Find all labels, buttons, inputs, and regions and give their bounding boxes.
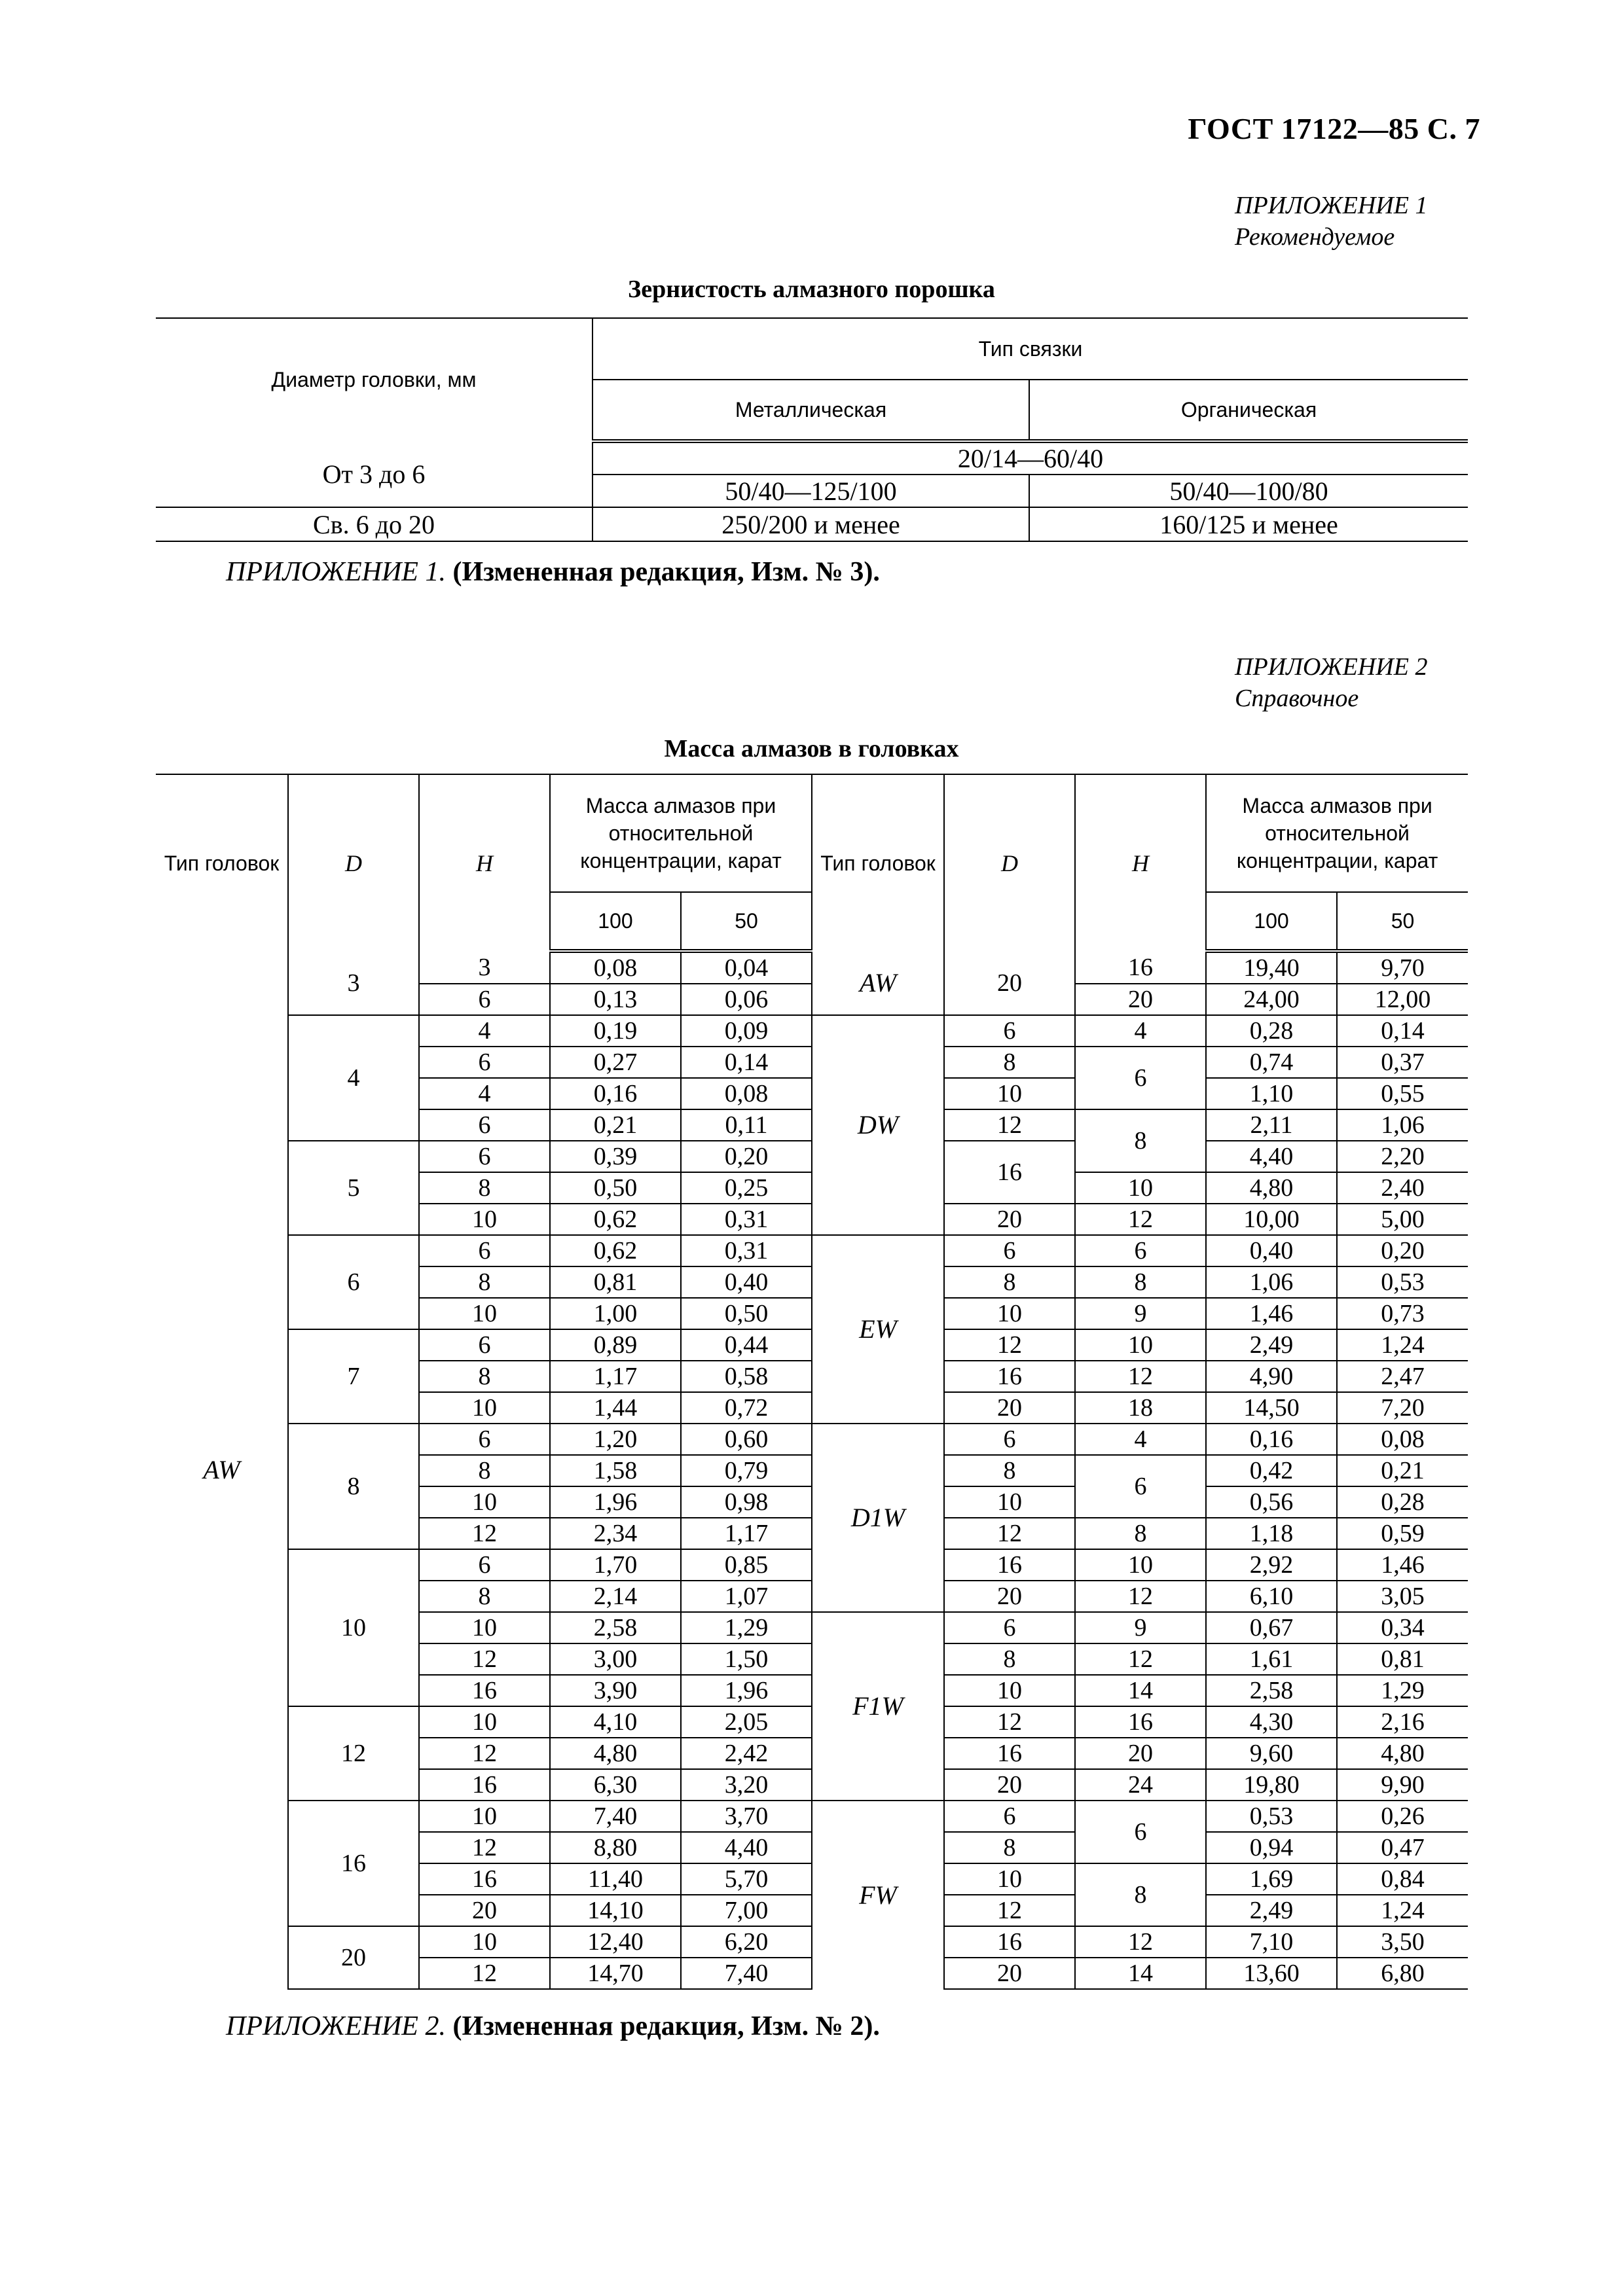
h-cell: 20: [1075, 1738, 1206, 1769]
mass-50-cell: 4,40: [681, 1832, 812, 1863]
grit-common-cell: 20/14—60/40: [593, 441, 1468, 475]
col-organic-header: Органическая: [1029, 380, 1468, 441]
mass-50-cell: 9,90: [1337, 1769, 1468, 1801]
mass-50-cell: 1,29: [681, 1612, 812, 1643]
mass-100-cell: 0,13: [550, 984, 681, 1015]
mass-100-cell: 0,62: [550, 1235, 681, 1266]
d-cell: 8: [944, 1643, 1075, 1675]
mass-100-cell: 2,14: [550, 1581, 681, 1612]
mass-50-cell: 0,08: [1337, 1424, 1468, 1455]
mass-50-cell: 0,59: [1337, 1518, 1468, 1549]
h-cell: 8: [1075, 1109, 1206, 1172]
d-cell: 12: [944, 1109, 1075, 1141]
mass-100-cell: 14,10: [550, 1895, 681, 1926]
mass-100-cell: 0,89: [550, 1329, 681, 1361]
mass-100-cell: 4,80: [1206, 1172, 1337, 1204]
mass-50-cell: 0,37: [1337, 1047, 1468, 1078]
col-type-header: Тип головок: [812, 774, 944, 951]
mass-100-cell: 1,10: [1206, 1078, 1337, 1109]
d-cell: 16: [944, 1738, 1075, 1769]
h-cell: 9: [1075, 1612, 1206, 1643]
col-d-header: D: [288, 774, 419, 951]
d-cell: 6: [944, 1612, 1075, 1643]
mass-50-cell: 0,40: [681, 1266, 812, 1298]
appendix1-note-text: (Измененная редакция, Изм. № 3).: [452, 557, 880, 587]
mass-100-cell: 0,81: [550, 1266, 681, 1298]
mass-100-cell: 1,61: [1206, 1643, 1337, 1675]
mass-50-cell: 7,00: [681, 1895, 812, 1926]
h-cell: 12: [1075, 1643, 1206, 1675]
grit-table: [156, 317, 1468, 542]
mass-50-cell: 0,28: [1337, 1486, 1468, 1518]
mass-100-cell: 0,39: [550, 1141, 681, 1172]
d-cell: 10: [288, 1549, 419, 1706]
mass-50-cell: 0,58: [681, 1361, 812, 1392]
col-type-header: Тип головок: [156, 774, 288, 951]
d-cell: 16: [288, 1801, 419, 1926]
mass-50-cell: 1,46: [1337, 1549, 1468, 1581]
mass-100-cell: 19,80: [1206, 1769, 1337, 1801]
mass-100-cell: 1,69: [1206, 1863, 1337, 1895]
mass-100-cell: 2,49: [1206, 1329, 1337, 1361]
mass-100-cell: 24,00: [1206, 984, 1337, 1015]
col-50-header: 50: [1337, 892, 1468, 951]
d-cell: 20: [944, 1958, 1075, 1989]
h-cell: 16: [1075, 1706, 1206, 1738]
h-cell: 8: [1075, 1518, 1206, 1549]
mass-50-cell: 0,72: [681, 1392, 812, 1424]
mass-100-cell: 1,20: [550, 1424, 681, 1455]
mass-50-cell: 0,26: [1337, 1801, 1468, 1832]
mass-50-cell: 0,98: [681, 1486, 812, 1518]
d-cell: 12: [288, 1706, 419, 1801]
h-cell: 20: [1075, 984, 1206, 1015]
d-cell: 16: [944, 1141, 1075, 1204]
d-cell: 4: [288, 1015, 419, 1141]
mass-100-cell: 7,10: [1206, 1926, 1337, 1958]
mass-50-cell: 0,04: [681, 951, 812, 984]
d-cell: 8: [944, 1832, 1075, 1863]
h-cell: 6: [419, 984, 550, 1015]
mass-50-cell: 0,11: [681, 1109, 812, 1141]
head-type-cell: AW: [812, 951, 944, 1015]
h-cell: 10: [419, 1926, 550, 1958]
h-cell: 16: [419, 1863, 550, 1895]
h-cell: 6: [419, 1329, 550, 1361]
h-cell: 8: [1075, 1266, 1206, 1298]
mass-50-cell: 0,47: [1337, 1832, 1468, 1863]
col-bond-header: Тип связки: [593, 318, 1468, 380]
d-cell: 8: [944, 1455, 1075, 1486]
h-cell: 10: [1075, 1329, 1206, 1361]
mass-100-cell: 4,30: [1206, 1706, 1337, 1738]
h-cell: 10: [419, 1298, 550, 1329]
mass-100-cell: 7,40: [550, 1801, 681, 1832]
mass-50-cell: 1,17: [681, 1518, 812, 1549]
mass-table-body: [156, 951, 1468, 1989]
mass-50-cell: 0,14: [681, 1047, 812, 1078]
h-cell: 6: [1075, 1235, 1206, 1266]
mass-100-cell: 0,27: [550, 1047, 681, 1078]
table-row: [156, 1801, 1468, 1832]
d-cell: 10: [944, 1078, 1075, 1109]
mass-100-cell: 2,58: [550, 1612, 681, 1643]
h-cell: 4: [1075, 1424, 1206, 1455]
mass-50-cell: 0,73: [1337, 1298, 1468, 1329]
d-cell: 6: [288, 1235, 419, 1329]
mass-100-cell: 8,80: [550, 1832, 681, 1863]
grit-metal-cell: 50/40—125/100: [593, 475, 1029, 507]
h-cell: 6: [419, 1549, 550, 1581]
mass-50-cell: 2,05: [681, 1706, 812, 1738]
d-cell: 5: [288, 1141, 419, 1235]
col-h-header: H: [1075, 774, 1206, 951]
mass-100-cell: 0,16: [1206, 1424, 1337, 1455]
mass-50-cell: 7,40: [681, 1958, 812, 1989]
mass-100-cell: 6,10: [1206, 1581, 1337, 1612]
d-cell: 20: [944, 1769, 1075, 1801]
appendix1-status: Рекомендуемое: [1235, 223, 1395, 251]
mass-100-cell: 0,16: [550, 1078, 681, 1109]
d-cell: 7: [288, 1329, 419, 1424]
mass-50-cell: 0,08: [681, 1078, 812, 1109]
mass-100-cell: 1,44: [550, 1392, 681, 1424]
h-cell: 10: [419, 1392, 550, 1424]
table-row: [156, 951, 1468, 984]
appendix2-note-label: ПРИЛОЖЕНИЕ 2.: [226, 2011, 446, 2041]
d-cell: 6: [944, 1015, 1075, 1047]
grit-organic-cell: 160/125 и менее: [1159, 509, 1338, 539]
h-cell: 6: [419, 1047, 550, 1078]
mass-50-cell: 2,42: [681, 1738, 812, 1769]
d-cell: 16: [944, 1361, 1075, 1392]
col-h-header: H: [419, 774, 550, 951]
mass-100-cell: 3,90: [550, 1675, 681, 1706]
mass-100-cell: 1,17: [550, 1361, 681, 1392]
table-row: [156, 1015, 1468, 1047]
h-cell: 12: [1075, 1581, 1206, 1612]
h-cell: 12: [1075, 1361, 1206, 1392]
h-cell: 10: [419, 1204, 550, 1235]
mass-100-cell: 1,18: [1206, 1518, 1337, 1549]
h-cell: 24: [1075, 1769, 1206, 1801]
h-cell: 4: [419, 1015, 550, 1047]
d-cell: 20: [288, 1926, 419, 1989]
col-100-header: 100: [550, 892, 681, 951]
h-cell: 10: [419, 1801, 550, 1832]
mass-50-cell: 0,85: [681, 1549, 812, 1581]
d-cell: 8: [944, 1266, 1075, 1298]
mass-50-cell: 1,50: [681, 1643, 812, 1675]
mass-100-cell: 0,42: [1206, 1455, 1337, 1486]
mass-50-cell: 3,50: [1337, 1926, 1468, 1958]
mass-50-cell: 12,00: [1337, 984, 1468, 1015]
grit-diameter-cell: Св. 6 до 20: [156, 507, 593, 541]
appendix2-label: ПРИЛОЖЕНИЕ 2: [1235, 653, 1428, 681]
mass-100-cell: 4,40: [1206, 1141, 1337, 1172]
mass-100-cell: 11,40: [550, 1863, 681, 1895]
mass-50-cell: 0,06: [681, 984, 812, 1015]
appendix2-note-text: (Измененная редакция, Изм. № 2).: [452, 2011, 880, 2041]
mass-50-cell: 1,96: [681, 1675, 812, 1706]
mass-100-cell: 0,21: [550, 1109, 681, 1141]
mass-100-cell: 13,60: [1206, 1958, 1337, 1989]
page-header: ГОСТ 17122—85 С. 7: [1188, 112, 1480, 145]
h-cell: 12: [419, 1518, 550, 1549]
mass-100-cell: 4,90: [1206, 1361, 1337, 1392]
h-cell: 8: [419, 1581, 550, 1612]
head-type-cell: EW: [812, 1235, 944, 1424]
mass-100-cell: 10,00: [1206, 1204, 1337, 1235]
appendix2-heading: [1235, 651, 1427, 714]
h-cell: 9: [1075, 1298, 1206, 1329]
mass-100-cell: 0,53: [1206, 1801, 1337, 1832]
d-cell: 10: [944, 1675, 1075, 1706]
mass-100-cell: 0,62: [550, 1204, 681, 1235]
d-cell: 3: [288, 951, 419, 1015]
appendix2-note: [226, 2011, 880, 2042]
mass-100-cell: 19,40: [1206, 951, 1337, 984]
mass-100-cell: 1,46: [1206, 1298, 1337, 1329]
mass-50-cell: 1,06: [1337, 1109, 1468, 1141]
col-50-header: 50: [681, 892, 812, 951]
mass-50-cell: 1,24: [1337, 1329, 1468, 1361]
d-cell: 20: [944, 1204, 1075, 1235]
h-cell: 18: [1075, 1392, 1206, 1424]
mass-100-cell: 2,34: [550, 1518, 681, 1549]
mass-50-cell: 2,20: [1337, 1141, 1468, 1172]
h-cell: 12: [1075, 1204, 1206, 1235]
grit-metal-cell: 250/200 и менее: [593, 507, 1029, 541]
mass-50-cell: 3,05: [1337, 1581, 1468, 1612]
appendix2-title: Масса алмазов в головках: [664, 735, 959, 762]
d-cell: 10: [944, 1486, 1075, 1518]
mass-50-cell: 3,20: [681, 1769, 812, 1801]
h-cell: 8: [419, 1455, 550, 1486]
mass-100-cell: 4,10: [550, 1706, 681, 1738]
mass-50-cell: 0,53: [1337, 1266, 1468, 1298]
h-cell: 16: [1075, 951, 1206, 984]
h-cell: 6: [419, 1141, 550, 1172]
mass-100-cell: 1,70: [550, 1549, 681, 1581]
h-cell: 4: [419, 1078, 550, 1109]
mass-100-cell: 12,40: [550, 1926, 681, 1958]
h-cell: 12: [419, 1832, 550, 1863]
mass-50-cell: 5,00: [1337, 1204, 1468, 1235]
h-cell: 3: [419, 951, 550, 984]
mass-50-cell: 6,20: [681, 1926, 812, 1958]
mass-50-cell: 0,60: [681, 1424, 812, 1455]
mass-50-cell: 0,14: [1337, 1015, 1468, 1047]
d-cell: 20: [944, 1581, 1075, 1612]
head-type-cell: AW: [156, 951, 288, 1989]
mass-100-cell: 0,40: [1206, 1235, 1337, 1266]
h-cell: 8: [1075, 1863, 1206, 1926]
h-cell: 8: [419, 1361, 550, 1392]
mass-100-cell: 3,00: [550, 1643, 681, 1675]
mass-50-cell: 0,81: [1337, 1643, 1468, 1675]
mass-100-cell: 1,58: [550, 1455, 681, 1486]
mass-100-cell: 14,70: [550, 1958, 681, 1989]
mass-100-cell: 0,56: [1206, 1486, 1337, 1518]
col-d-header: D: [944, 774, 1075, 951]
mass-100-cell: 0,08: [550, 951, 681, 984]
mass-100-cell: 1,96: [550, 1486, 681, 1518]
head-type-cell: FW: [812, 1801, 944, 1989]
d-cell: 12: [944, 1329, 1075, 1361]
mass-50-cell: 3,70: [681, 1801, 812, 1832]
head-type-cell: DW: [812, 1015, 944, 1235]
mass-50-cell: 0,20: [681, 1141, 812, 1172]
d-cell: 8: [944, 1047, 1075, 1078]
grit-organic-cell: 50/40—100/80: [1029, 475, 1468, 507]
mass-50-cell: 0,34: [1337, 1612, 1468, 1643]
mass-100-cell: 1,00: [550, 1298, 681, 1329]
d-cell: 16: [944, 1926, 1075, 1958]
col-diameter-header: Диаметр головки, мм: [156, 318, 593, 441]
mass-50-cell: 2,16: [1337, 1706, 1468, 1738]
h-cell: 14: [1075, 1958, 1206, 1989]
h-cell: 12: [1075, 1926, 1206, 1958]
head-type-cell: D1W: [812, 1424, 944, 1612]
col-mass-header: Масса алмазов при относительной концентрации, карат: [550, 774, 812, 892]
d-cell: 6: [944, 1801, 1075, 1832]
mass-table: [156, 774, 1468, 1990]
appendix1-note-label: ПРИЛОЖЕНИЕ 1.: [226, 557, 446, 587]
mass-100-cell: 14,50: [1206, 1392, 1337, 1424]
mass-50-cell: 0,55: [1337, 1078, 1468, 1109]
h-cell: 4: [1075, 1015, 1206, 1047]
mass-100-cell: 2,49: [1206, 1895, 1337, 1926]
d-cell: 12: [944, 1706, 1075, 1738]
mass-50-cell: 0,21: [1337, 1455, 1468, 1486]
h-cell: 12: [419, 1738, 550, 1769]
mass-100-cell: 0,28: [1206, 1015, 1337, 1047]
mass-50-cell: 0,84: [1337, 1863, 1468, 1895]
d-cell: 12: [944, 1895, 1075, 1926]
h-cell: 10: [419, 1612, 550, 1643]
mass-100-cell: 6,30: [550, 1769, 681, 1801]
d-cell: 10: [944, 1298, 1075, 1329]
h-cell: 6: [1075, 1801, 1206, 1863]
mass-50-cell: 1,24: [1337, 1895, 1468, 1926]
h-cell: 6: [419, 1109, 550, 1141]
mass-50-cell: 2,47: [1337, 1361, 1468, 1392]
mass-100-cell: 2,11: [1206, 1109, 1337, 1141]
mass-50-cell: 2,40: [1337, 1172, 1468, 1204]
head-type-cell: F1W: [812, 1612, 944, 1801]
mass-100-cell: 1,06: [1206, 1266, 1337, 1298]
h-cell: 12: [419, 1958, 550, 1989]
mass-50-cell: 0,31: [681, 1235, 812, 1266]
appendix1-note: [226, 556, 880, 588]
h-cell: 6: [1075, 1455, 1206, 1518]
appendix1-label: ПРИЛОЖЕНИЕ 1: [1235, 192, 1428, 219]
appendix2-status: Справочное: [1235, 685, 1359, 712]
mass-100-cell: 0,74: [1206, 1047, 1337, 1078]
h-cell: 10: [1075, 1172, 1206, 1204]
mass-50-cell: 0,20: [1337, 1235, 1468, 1266]
mass-50-cell: 5,70: [681, 1863, 812, 1895]
mass-50-cell: 1,29: [1337, 1675, 1468, 1706]
mass-50-cell: 0,25: [681, 1172, 812, 1204]
mass-50-cell: 0,09: [681, 1015, 812, 1047]
d-cell: 8: [288, 1424, 419, 1549]
h-cell: 10: [419, 1486, 550, 1518]
mass-100-cell: 0,50: [550, 1172, 681, 1204]
mass-100-cell: 9,60: [1206, 1738, 1337, 1769]
col-100-header: 100: [1206, 892, 1337, 951]
mass-100-cell: 4,80: [550, 1738, 681, 1769]
d-cell: 20: [944, 951, 1075, 1015]
mass-50-cell: 6,80: [1337, 1958, 1468, 1989]
mass-50-cell: 4,80: [1337, 1738, 1468, 1769]
h-cell: 10: [1075, 1549, 1206, 1581]
h-cell: 16: [419, 1769, 550, 1801]
mass-50-cell: 1,07: [681, 1581, 812, 1612]
table-row: [156, 1424, 1468, 1455]
mass-50-cell: 0,31: [681, 1204, 812, 1235]
col-metal-header: Металлическая: [593, 380, 1029, 441]
d-cell: 6: [944, 1424, 1075, 1455]
d-cell: 20: [944, 1392, 1075, 1424]
d-cell: 16: [944, 1549, 1075, 1581]
mass-50-cell: 7,20: [1337, 1392, 1468, 1424]
mass-100-cell: 0,94: [1206, 1832, 1337, 1863]
mass-100-cell: 0,67: [1206, 1612, 1337, 1643]
h-cell: 8: [419, 1172, 550, 1204]
mass-50-cell: 0,44: [681, 1329, 812, 1361]
d-cell: 6: [944, 1235, 1075, 1266]
h-cell: 12: [419, 1643, 550, 1675]
mass-100-cell: 2,58: [1206, 1675, 1337, 1706]
h-cell: 6: [419, 1235, 550, 1266]
mass-50-cell: 0,79: [681, 1455, 812, 1486]
table-row: [156, 1235, 1468, 1266]
h-cell: 10: [419, 1706, 550, 1738]
appendix1-heading: [1235, 190, 1427, 253]
d-cell: 10: [944, 1863, 1075, 1895]
d-cell: 12: [944, 1518, 1075, 1549]
mass-100-cell: 2,92: [1206, 1549, 1337, 1581]
mass-50-cell: 9,70: [1337, 951, 1468, 984]
h-cell: 16: [419, 1675, 550, 1706]
mass-100-cell: 0,19: [550, 1015, 681, 1047]
h-cell: 20: [419, 1895, 550, 1926]
h-cell: 14: [1075, 1675, 1206, 1706]
appendix1-title: Зернистость алмазного порошка: [628, 276, 995, 303]
grit-diameter-cell: От 3 до 6: [156, 441, 593, 507]
h-cell: 6: [419, 1424, 550, 1455]
h-cell: 6: [1075, 1047, 1206, 1109]
h-cell: 8: [419, 1266, 550, 1298]
mass-50-cell: 0,50: [681, 1298, 812, 1329]
col-mass-header: Масса алмазов при относительной концентрации, карат: [1206, 774, 1468, 892]
